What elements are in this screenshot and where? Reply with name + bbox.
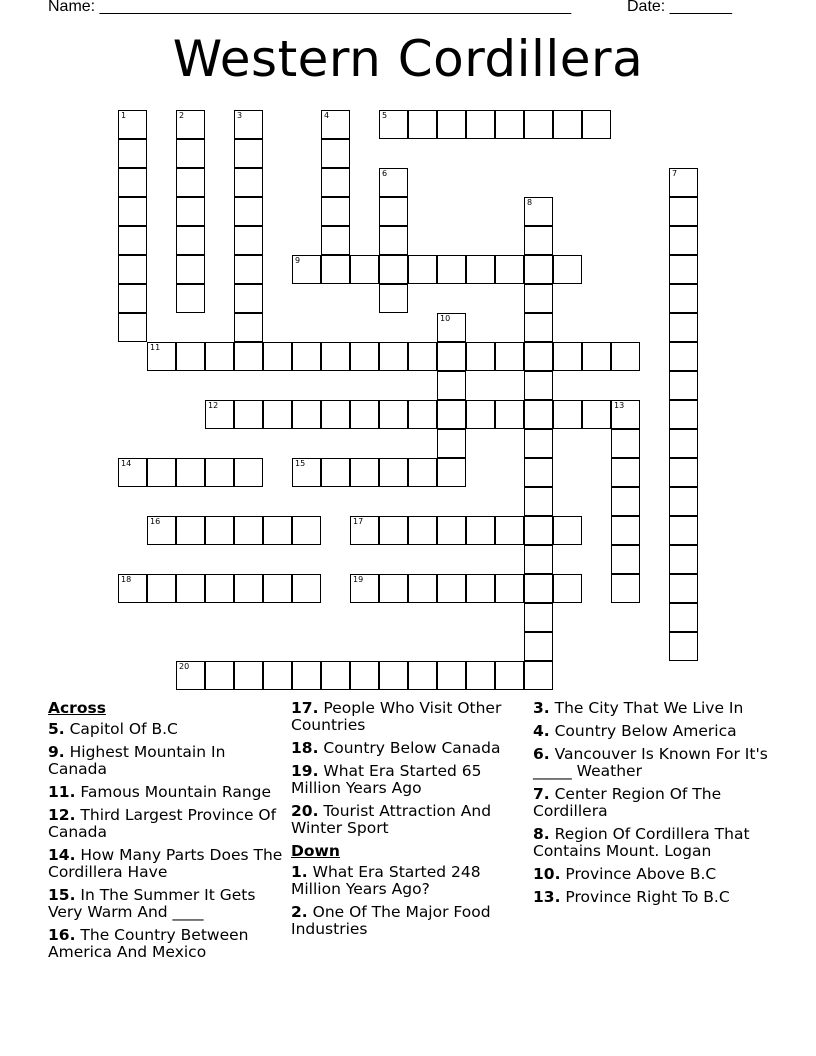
clue-item-text: Region Of Cordillera That Contains Mount. Logan [533,825,750,860]
grid-cell[interactable] [176,284,205,313]
grid-cell[interactable] [118,197,147,226]
grid-cell[interactable] [437,313,466,342]
grid-cell[interactable] [524,342,553,371]
grid-cell[interactable] [669,226,698,255]
grid-cell[interactable] [292,661,321,690]
grid-cell[interactable] [495,516,524,545]
clue-item-number: 2. [291,903,308,921]
grid-cell[interactable] [669,632,698,661]
grid-cell[interactable] [524,603,553,632]
grid-cell[interactable] [408,400,437,429]
grid-cell[interactable] [669,603,698,632]
grid-cell[interactable] [437,574,466,603]
grid-cell[interactable] [350,255,379,284]
grid-cell[interactable] [553,110,582,139]
grid-cell[interactable] [234,139,263,168]
grid-cell[interactable] [524,574,553,603]
grid-cell[interactable] [437,371,466,400]
grid-cell[interactable] [234,400,263,429]
grid-cell[interactable] [611,574,640,603]
grid-cell[interactable] [466,110,495,139]
clue-column-3 [533,700,773,912]
grid-cell[interactable] [234,516,263,545]
grid-cell[interactable] [350,342,379,371]
clue-item-text: Country Below America [549,722,737,740]
grid-cell[interactable] [234,284,263,313]
clue-item-text: Tourist Attraction And Winter Sport [291,802,492,837]
grid-cell[interactable] [524,632,553,661]
clue-item-text: Center Region Of The Cordillera [533,785,722,820]
clue-item-number: 8. [533,825,550,843]
grid-cell[interactable] [524,400,553,429]
clue-item-text: What Era Started 248 Million Years Ago? [291,863,481,898]
grid-cell[interactable] [408,574,437,603]
grid-cell[interactable] [321,342,350,371]
grid-cell[interactable] [408,110,437,139]
clue-item [533,826,773,860]
clue-number: 6 [382,169,388,178]
grid-cell[interactable] [408,458,437,487]
grid-cell[interactable] [379,226,408,255]
grid-cell[interactable] [582,342,611,371]
clue-column-1 [48,700,283,967]
grid-cell[interactable] [669,284,698,313]
grid-cell[interactable] [437,400,466,429]
clue-item-number: 4. [533,722,550,740]
grid-cell[interactable] [495,110,524,139]
clue-item [533,723,773,740]
clue-item-text: One Of The Major Food Industries [291,903,491,938]
grid-cell[interactable] [292,516,321,545]
clue-number: 15 [295,459,306,468]
clue-item [48,887,283,921]
grid-cell[interactable] [437,342,466,371]
grid-cell[interactable] [379,574,408,603]
grid-cell[interactable] [263,516,292,545]
grid-cell[interactable] [466,400,495,429]
clue-item [533,746,773,780]
grid-cell[interactable] [118,574,147,603]
grid-cell[interactable] [379,400,408,429]
clue-item-number: 16. [48,926,76,944]
clue-item [48,721,283,738]
grid-cell[interactable] [205,516,234,545]
clue-item [291,700,521,734]
page-title: Western Cordillera [172,30,644,88]
clue-item [291,763,521,797]
clue-item-number: 5. [48,720,65,738]
clue-item-number: 3. [533,699,550,717]
clue-item [533,700,773,717]
grid-cell[interactable] [350,661,379,690]
clue-item-number: 10. [533,865,561,883]
grid-cell[interactable] [176,458,205,487]
clue-item-number: 13. [533,888,561,906]
grid-cell[interactable] [321,458,350,487]
clue-item-number: 17. [291,699,319,717]
grid-cell[interactable] [408,661,437,690]
grid-cell[interactable] [466,255,495,284]
clue-number: 14 [121,459,132,468]
clue-item [48,927,283,961]
clue-item-number: 1. [291,863,308,881]
grid-cell[interactable] [292,400,321,429]
clue-number: 20 [179,662,190,671]
clue-item-text: Country Below Canada [318,739,501,757]
grid-cell[interactable] [669,255,698,284]
grid-cell[interactable] [234,226,263,255]
clue-number: 17 [353,517,364,526]
grid-cell[interactable] [118,139,147,168]
grid-cell[interactable] [669,197,698,226]
grid-cell[interactable] [611,545,640,574]
grid-cell[interactable] [205,342,234,371]
clue-item [48,744,283,778]
grid-cell[interactable] [176,661,205,690]
grid-cell[interactable] [669,545,698,574]
clue-number: 11 [150,343,161,352]
grid-cell[interactable] [669,168,698,197]
grid-cell[interactable] [234,661,263,690]
grid-cell[interactable] [176,255,205,284]
grid-cell[interactable] [379,516,408,545]
grid-cell[interactable] [495,574,524,603]
grid-cell[interactable] [437,429,466,458]
grid-cell[interactable] [524,371,553,400]
clue-item [291,904,521,938]
clue-item [291,803,521,837]
grid-cell[interactable] [147,342,176,371]
clue-item-number: 18. [291,739,319,757]
clue-item-number: 15. [48,886,76,904]
grid-cell[interactable] [292,255,321,284]
grid-cell[interactable] [524,197,553,226]
grid-cell[interactable] [118,458,147,487]
clue-column-2 [291,700,521,944]
grid-cell[interactable] [292,342,321,371]
grid-cell[interactable] [669,574,698,603]
clue-item-number: 14. [48,846,76,864]
grid-cell[interactable] [379,168,408,197]
clue-item-text: People Who Visit Other Countries [291,699,502,734]
grid-cell[interactable] [205,458,234,487]
grid-cell[interactable] [553,516,582,545]
clue-item-number: 9. [48,743,65,761]
grid-cell[interactable] [292,574,321,603]
grid-cell[interactable] [582,110,611,139]
clue-item-text: How Many Parts Does The Cordillera Have [48,846,283,881]
clue-item-text: In The Summer It Gets Very Warm And ____ [48,886,256,921]
grid-cell[interactable] [524,487,553,516]
grid-cell[interactable] [582,400,611,429]
clue-number: 19 [353,575,364,584]
grid-cell[interactable] [408,255,437,284]
grid-cell[interactable] [669,516,698,545]
grid-cell[interactable] [669,429,698,458]
grid-cell[interactable] [205,574,234,603]
grid-cell[interactable] [495,255,524,284]
clue-item-text: Third Largest Province Of Canada [48,806,277,841]
clue-item-text: Capitol Of B.C [64,720,178,738]
grid-cell[interactable] [379,197,408,226]
clue-number: 12 [208,401,219,410]
grid-cell[interactable] [234,110,263,139]
clue-number: 10 [440,314,451,323]
grid-cell[interactable] [437,110,466,139]
clue-number: 18 [121,575,132,584]
grid-cell[interactable] [234,458,263,487]
grid-cell[interactable] [524,661,553,690]
grid-cell[interactable] [234,342,263,371]
clue-number: 7 [672,169,678,178]
grid-cell[interactable] [379,255,408,284]
grid-cell[interactable] [379,110,408,139]
grid-cell[interactable] [437,458,466,487]
clue-item-text: Province Right To B.C [560,888,730,906]
grid-cell[interactable] [147,516,176,545]
grid-cell[interactable] [495,661,524,690]
grid-cell[interactable] [495,400,524,429]
clue-item [48,807,283,841]
grid-cell[interactable] [669,371,698,400]
grid-cell[interactable] [176,342,205,371]
clue-item-text: The Country Between America And Mexico [48,926,249,961]
grid-cell[interactable] [553,574,582,603]
grid-cell[interactable] [524,226,553,255]
grid-cell[interactable] [118,168,147,197]
grid-cell[interactable] [466,342,495,371]
grid-cell[interactable] [379,342,408,371]
grid-cell[interactable] [321,197,350,226]
clue-number: 13 [614,401,625,410]
clue-item [291,740,521,757]
grid-cell[interactable] [118,110,147,139]
grid-cell[interactable] [147,458,176,487]
grid-cell[interactable] [321,255,350,284]
grid-cell[interactable] [611,458,640,487]
grid-cell[interactable] [379,661,408,690]
clue-item [533,889,773,906]
grid-cell[interactable] [234,574,263,603]
clue-item-text: Highest Mountain In Canada [48,743,226,778]
grid-cell[interactable] [118,255,147,284]
clue-item-text: Vancouver Is Known For It's _____ Weather [533,745,768,780]
grid-cell[interactable] [176,226,205,255]
grid-cell[interactable] [234,168,263,197]
grid-cell[interactable] [437,255,466,284]
grid-cell[interactable] [118,313,147,342]
clue-item-number: 7. [533,785,550,803]
grid-cell[interactable] [669,313,698,342]
grid-cell[interactable] [350,458,379,487]
clue-number: 1 [121,111,127,120]
clue-number: 4 [324,111,330,120]
clue-item-number: 19. [291,762,319,780]
grid-cell[interactable] [524,284,553,313]
grid-cell[interactable] [176,110,205,139]
clue-item-number: 11. [48,783,76,801]
grid-cell[interactable] [379,458,408,487]
grid-cell[interactable] [263,342,292,371]
grid-cell[interactable] [350,516,379,545]
grid-cell[interactable] [234,313,263,342]
grid-cell[interactable] [321,139,350,168]
clue-number: 8 [527,198,533,207]
grid-cell[interactable] [524,458,553,487]
grid-cell[interactable] [524,255,553,284]
grid-cell[interactable] [263,400,292,429]
grid-cell[interactable] [669,487,698,516]
grid-cell[interactable] [234,255,263,284]
grid-cell[interactable] [321,110,350,139]
clue-item-number: 12. [48,806,76,824]
grid-cell[interactable] [205,400,234,429]
grid-cell[interactable] [176,516,205,545]
clue-item-text: Famous Mountain Range [75,783,272,801]
grid-cell[interactable] [350,574,379,603]
grid-cell[interactable] [524,516,553,545]
grid-cell[interactable] [553,255,582,284]
grid-cell[interactable] [408,516,437,545]
grid-cell[interactable] [437,516,466,545]
grid-cell[interactable] [379,284,408,313]
grid-cell[interactable] [118,226,147,255]
grid-cell[interactable] [147,574,176,603]
grid-cell[interactable] [292,458,321,487]
clue-number: 2 [179,111,185,120]
grid-cell[interactable] [437,661,466,690]
grid-cell[interactable] [524,313,553,342]
clue-item-text: Province Above B.C [560,865,717,883]
clue-number: 16 [150,517,161,526]
grid-cell[interactable] [321,400,350,429]
grid-cell[interactable] [176,197,205,226]
grid-cell[interactable] [611,400,640,429]
grid-cell[interactable] [234,197,263,226]
grid-cell[interactable] [321,168,350,197]
grid-cell[interactable] [611,429,640,458]
grid-cell[interactable] [611,342,640,371]
clue-item [48,847,283,881]
grid-cell[interactable] [263,574,292,603]
clue-item-number: 6. [533,745,550,763]
grid-cell[interactable] [524,545,553,574]
clue-number: 3 [237,111,243,120]
clue-item [533,786,773,820]
clue-item-text: What Era Started 65 Million Years Ago [291,762,482,797]
grid-cell[interactable] [524,110,553,139]
grid-cell[interactable] [176,168,205,197]
grid-cell[interactable] [263,661,292,690]
grid-cell[interactable] [176,139,205,168]
date-line[interactable]: Date: _______ [627,0,732,15]
across-heading: Across [48,699,106,717]
grid-cell[interactable] [205,661,234,690]
grid-cell[interactable] [118,284,147,313]
name-line[interactable]: Name: _____________________________________________________ [48,0,572,15]
grid-cell[interactable] [669,458,698,487]
grid-cell[interactable] [611,516,640,545]
clue-item [291,864,521,898]
clue-item [48,784,283,801]
grid-cell[interactable] [350,400,379,429]
clue-number: 5 [382,111,388,120]
grid-cell[interactable] [669,342,698,371]
clue-item-text: The City That We Live In [549,699,744,717]
grid-cell[interactable] [176,574,205,603]
grid-cell[interactable] [466,661,495,690]
grid-cell[interactable] [524,429,553,458]
clue-item [533,866,773,883]
grid-cell[interactable] [669,400,698,429]
grid-cell[interactable] [553,342,582,371]
clue-number: 9 [295,256,301,265]
grid-cell[interactable] [466,516,495,545]
grid-cell[interactable] [466,574,495,603]
grid-cell[interactable] [553,400,582,429]
clue-item-number: 20. [291,802,319,820]
grid-cell[interactable] [495,342,524,371]
grid-cell[interactable] [321,226,350,255]
grid-cell[interactable] [408,342,437,371]
grid-cell[interactable] [321,661,350,690]
down-heading: Down [291,842,340,860]
grid-cell[interactable] [611,487,640,516]
